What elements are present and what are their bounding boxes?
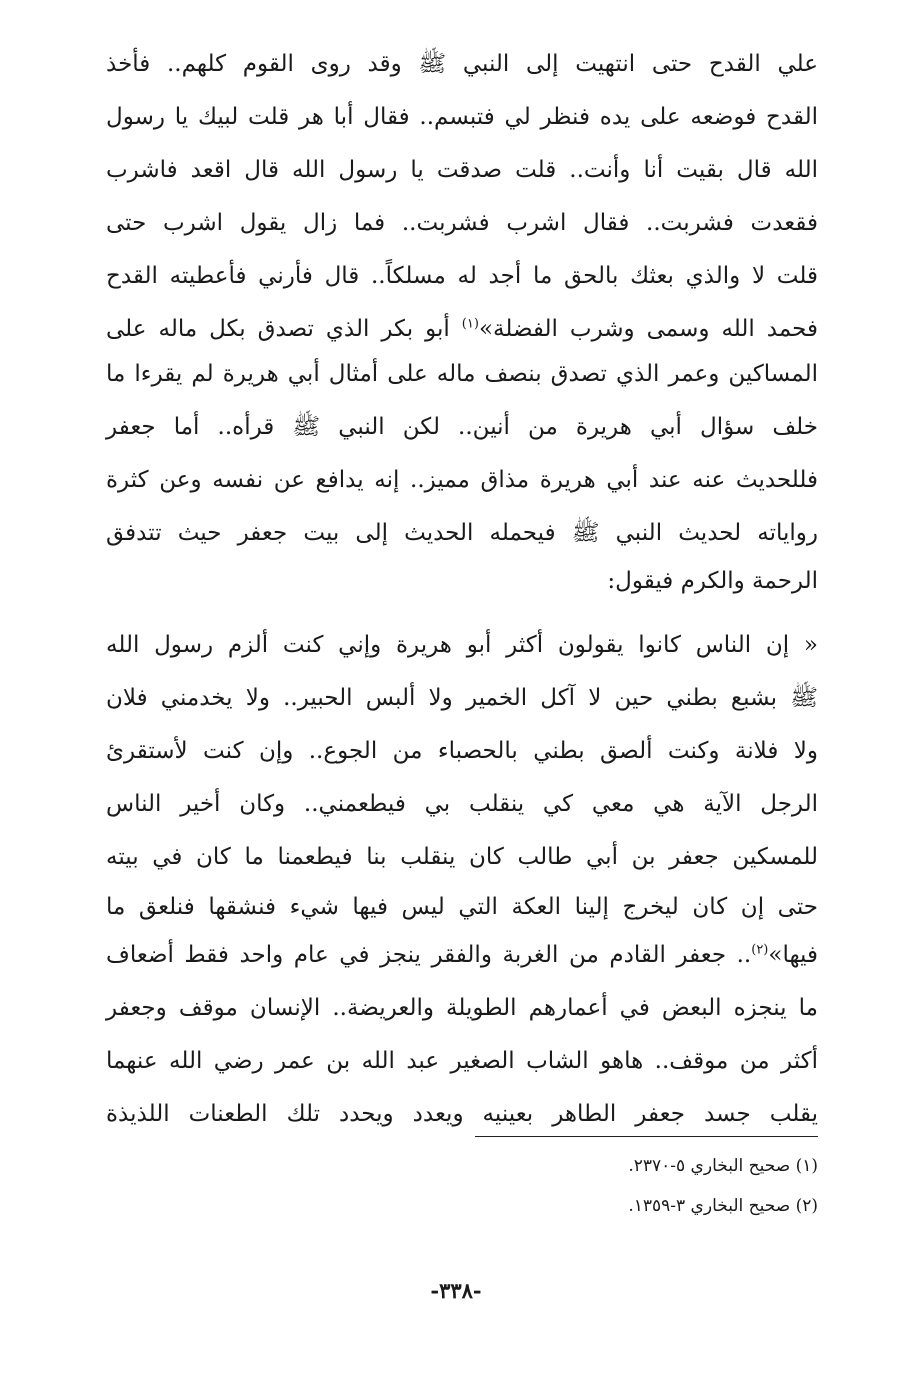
footnote-reference: (٢) <box>751 942 769 958</box>
line-text: .. جعفر القادم من الغربة والفقر ينجز في عام واحد فقط أضعاف <box>106 942 752 968</box>
quote-line: حتى إن كان ليخرج إلينا العكة التي ليس فيها شيء فنشقها فنلعق ما <box>106 894 818 920</box>
body-line: رواياته لحديث النبي ﷺ فيحمله الحديث إلى بيت جعفر حيث تتدفق <box>106 520 818 546</box>
body-line: المساكين وعمر الذي تصدق بنصف ماله على أمثال أبي هريرة لم يقرءا ما <box>106 361 818 387</box>
body-line: أكثر من موقف.. هاهو الشاب الصغير عبد الله بن عمر رضي الله عنهما <box>106 1048 818 1074</box>
footnote: (١) صحيح البخاري ٥-٢٣٧٠. <box>628 1156 818 1176</box>
body-line: فقعدت فشربت.. فقال اشرب فشربت.. فما زال يقول اشرب حتى <box>106 210 818 236</box>
quote-line: « إن الناس كانوا يقولون أكثر أبو هريرة وإني كنت ألزم رسول الله <box>106 632 818 658</box>
quote-line: للمسكين جعفر بن أبي طالب كان ينقلب بنا فيطعمنا ما كان في بيته <box>106 844 818 870</box>
body-line-with-footnote-ref <box>106 314 818 344</box>
page-number: -٣٣٨- <box>430 1278 482 1303</box>
body-line: فللحديث عنه عند أبي هريرة مذاق مميز.. إنه يدافع عن نفسه وعن كثرة <box>106 467 818 493</box>
quote-line: ولا فلانة وكنت ألصق بطني بالحصباء من الجوع.. وإن كنت لأستقرئ <box>106 738 818 764</box>
body-line: قلت لا والذي بعثك بالحق ما أجد له مسلكاً.. قال فأرني فأعطيته القدح <box>106 263 818 289</box>
body-line: يقلب جسد جعفر الطاهر بعينيه ويعدد ويحدد تلك الطعنات اللذيذة <box>106 1101 818 1127</box>
body-line: ما ينجزه البعض في أعمارهم الطويلة والعريضة.. الإنسان موقف وجعفر <box>106 995 818 1021</box>
line-text: فحمد الله وسمى وشرب الفضلة» <box>478 316 818 342</box>
body-line: الرحمة والكرم فيقول: <box>607 568 818 594</box>
footnote-separator <box>475 1136 818 1137</box>
footnote: (٢) صحيح البخاري ٣-١٣٥٩. <box>628 1196 818 1216</box>
line-text: فيها» <box>768 942 818 968</box>
footnote-reference: (١) <box>461 316 479 332</box>
quote-line: ﷺ بشبع بطني حين لا آكل الخمير ولا ألبس الحبير.. ولا يخدمني فلان <box>106 685 818 711</box>
body-line: الله قال بقيت أنا وأنت.. قلت صدقت يا رسول الله قال اقعد فاشرب <box>106 157 818 183</box>
quote-line: الرجل الآية هي معي كي ينقلب بي فيطعمني.. وكان أخير الناس <box>106 791 818 817</box>
body-line: خلف سؤال أبي هريرة من أنين.. لكن النبي ﷺ قرأه.. أما جعفر <box>106 414 818 440</box>
body-line: القدح فوضعه على يده فنظر لي فتبسم.. فقال أبا هر قلت لبيك يا رسول <box>106 104 818 130</box>
body-line: علي القدح حتى انتهيت إلى النبي ﷺ وقد روى القوم كلهم.. فأخذ <box>106 51 818 77</box>
line-text: أبو بكر الذي تصدق بكل ماله على <box>106 316 450 342</box>
body-line-with-footnote-ref <box>106 940 818 970</box>
